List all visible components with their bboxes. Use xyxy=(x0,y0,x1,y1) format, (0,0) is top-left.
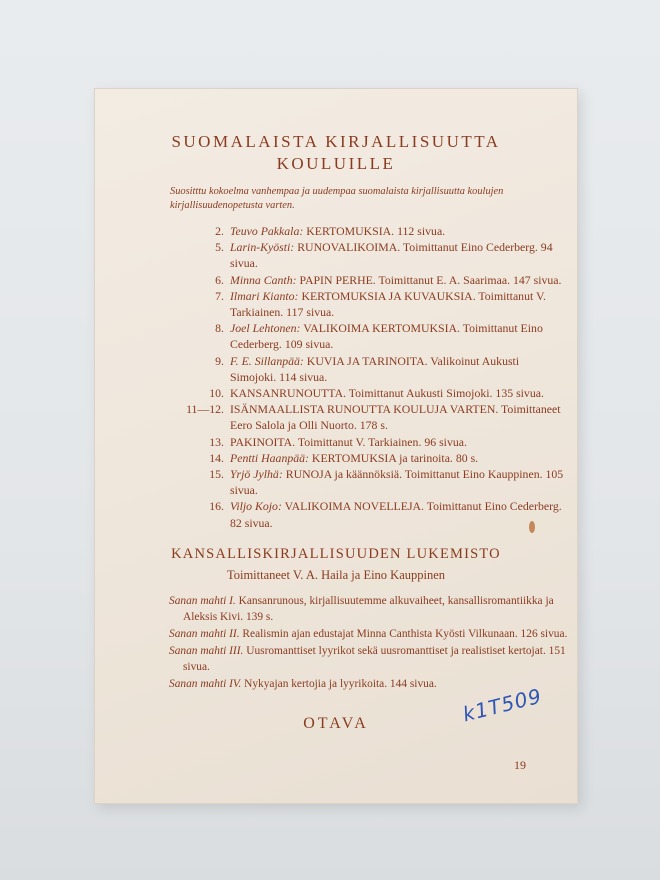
handwritten-note: k1T509 xyxy=(460,683,545,727)
entry-number: 5. xyxy=(215,240,224,255)
entry-number: 7. xyxy=(215,288,224,303)
entry-text: KERTOMUKSIA JA KUVAUKSIA. Toimittanut V. Tarkiainen. 117 sivua. xyxy=(230,288,546,320)
entry-text: VALIKOIMA KERTOMUKSIA. Toimittanut Eino Cederberg. 109 sivua. xyxy=(230,321,543,352)
entry-author: F. E. Sillanpää: xyxy=(230,353,304,368)
entry-number: 8. xyxy=(215,321,224,336)
entry-author: Viljo Kojo: xyxy=(230,499,282,514)
entry-number: 14. xyxy=(209,450,224,465)
volume-text: Kansanrunous, kirjallisuutemme alkuvaiheet, kansallisromantiikka ja Aleksis Kivi. 139 s. xyxy=(183,595,554,623)
entry-number: 9. xyxy=(215,353,224,368)
volume-text: Nykyajan kertojia ja lyyrikoita. 144 sivua. xyxy=(244,678,437,690)
entry-text: ISÄNMAALLISTA RUNOUTTA KOULUJA VARTEN. Toimittaneet Eero Salola ja Olli Nuorto. 178 s. xyxy=(230,402,561,433)
entry-text: KUVIA JA TARINOITA. Valikoinut Aukusti Simojoki. 114 sivua. xyxy=(230,353,520,384)
entry-number: 6. xyxy=(215,272,224,287)
entry-author: Yrjö Jylhä: xyxy=(230,467,283,482)
list-item xyxy=(168,450,568,466)
intro-text: Suositttu kokoelma vanhempaa ja uudempaa suomalaista kirjallisuutta koulujen kirjallisuudenopetusta varten. xyxy=(170,186,504,211)
list-item xyxy=(168,353,568,385)
list-item xyxy=(168,434,568,450)
entry-text: PAPIN PERHE. Toimittanut E. A. Saarimaa. 147 sivua. xyxy=(299,272,562,287)
entry-author: Ilmari Kianto: xyxy=(230,288,299,303)
sanan-mahti-list xyxy=(169,593,569,693)
publisher-name: OTAVA xyxy=(303,715,369,732)
entry-text: KANSANRUNOUTTA. Toimittanut Aukusti Simojoki. 135 sivua. xyxy=(230,386,544,401)
volume-label: Sanan mahti IV. xyxy=(169,678,242,690)
entry-number: 10. xyxy=(209,386,224,401)
entry-author: Joel Lehtonen: xyxy=(230,321,301,336)
entry-text: RUNOVALIKOIMA. Toimittanut Eino Cederberg. 94 sivua. xyxy=(230,240,553,271)
entry-author: Larin-Kyösti: xyxy=(230,240,295,255)
book-back-cover xyxy=(94,88,578,804)
entry-text: KERTOMUKSIA. 112 sivua. xyxy=(306,224,446,238)
entry-number: 2. xyxy=(215,224,224,238)
section-subtitle: Toimittaneet V. A. Haila ja Eino Kauppinen xyxy=(226,568,446,582)
volume-label: Sanan mahti III. xyxy=(169,645,244,657)
entry-number: 15. xyxy=(209,467,224,482)
list-item xyxy=(168,272,568,288)
list-item xyxy=(169,643,569,675)
list-item xyxy=(168,320,568,352)
title-list xyxy=(168,223,568,531)
list-item xyxy=(168,223,568,239)
list-item xyxy=(168,401,568,433)
entry-author: Teuvo Pakkala: xyxy=(230,224,304,238)
list-item xyxy=(168,498,568,530)
page-number: 19 xyxy=(514,758,526,772)
volume-label: Sanan mahti II. xyxy=(169,628,240,640)
series-title: SUOMALAISTA KIRJALLISUUTTA xyxy=(171,132,501,151)
entry-text: KERTOMUKSIA ja tarinoita. 80 s. xyxy=(311,450,479,465)
volume-label: Sanan mahti I. xyxy=(169,595,236,607)
list-item xyxy=(168,239,568,271)
entry-number: 11—12. xyxy=(186,402,224,417)
section-title: KANSALLISKIRJALLISUUDEN LUKEMISTO xyxy=(171,546,501,562)
entry-text: VALIKOIMA NOVELLEJA. Toimittanut Eino Cederberg. 82 sivua. xyxy=(230,499,562,530)
volume-text: Realismin ajan edustajat Minna Canthista Kyösti Vilkunaan. 126 sivua. xyxy=(242,628,568,640)
list-item xyxy=(169,593,569,625)
entry-author: Minna Canth: xyxy=(230,272,297,287)
entry-text: PAKINOITA. Toimittanut V. Tarkiainen. 96 sivua. xyxy=(230,434,467,449)
entry-number: 16. xyxy=(209,499,224,514)
entry-number: 13. xyxy=(209,434,224,449)
entry-text: RUNOJA ja käännöksiä. Toimittanut Eino Kauppinen. 105 sivua. xyxy=(230,467,564,498)
list-item xyxy=(168,466,568,498)
list-item xyxy=(169,626,569,642)
list-item xyxy=(169,676,569,692)
stain-mark xyxy=(529,521,535,533)
series-title-line2: KOULUILLE xyxy=(276,154,396,173)
list-item xyxy=(168,288,568,320)
entry-author: Pentti Haanpää: xyxy=(230,450,309,465)
list-item xyxy=(168,385,568,401)
volume-text: Uusromanttiset lyyrikot sekä uusromanttiset ja realistiset kertojat. 151 sivua. xyxy=(183,645,566,673)
